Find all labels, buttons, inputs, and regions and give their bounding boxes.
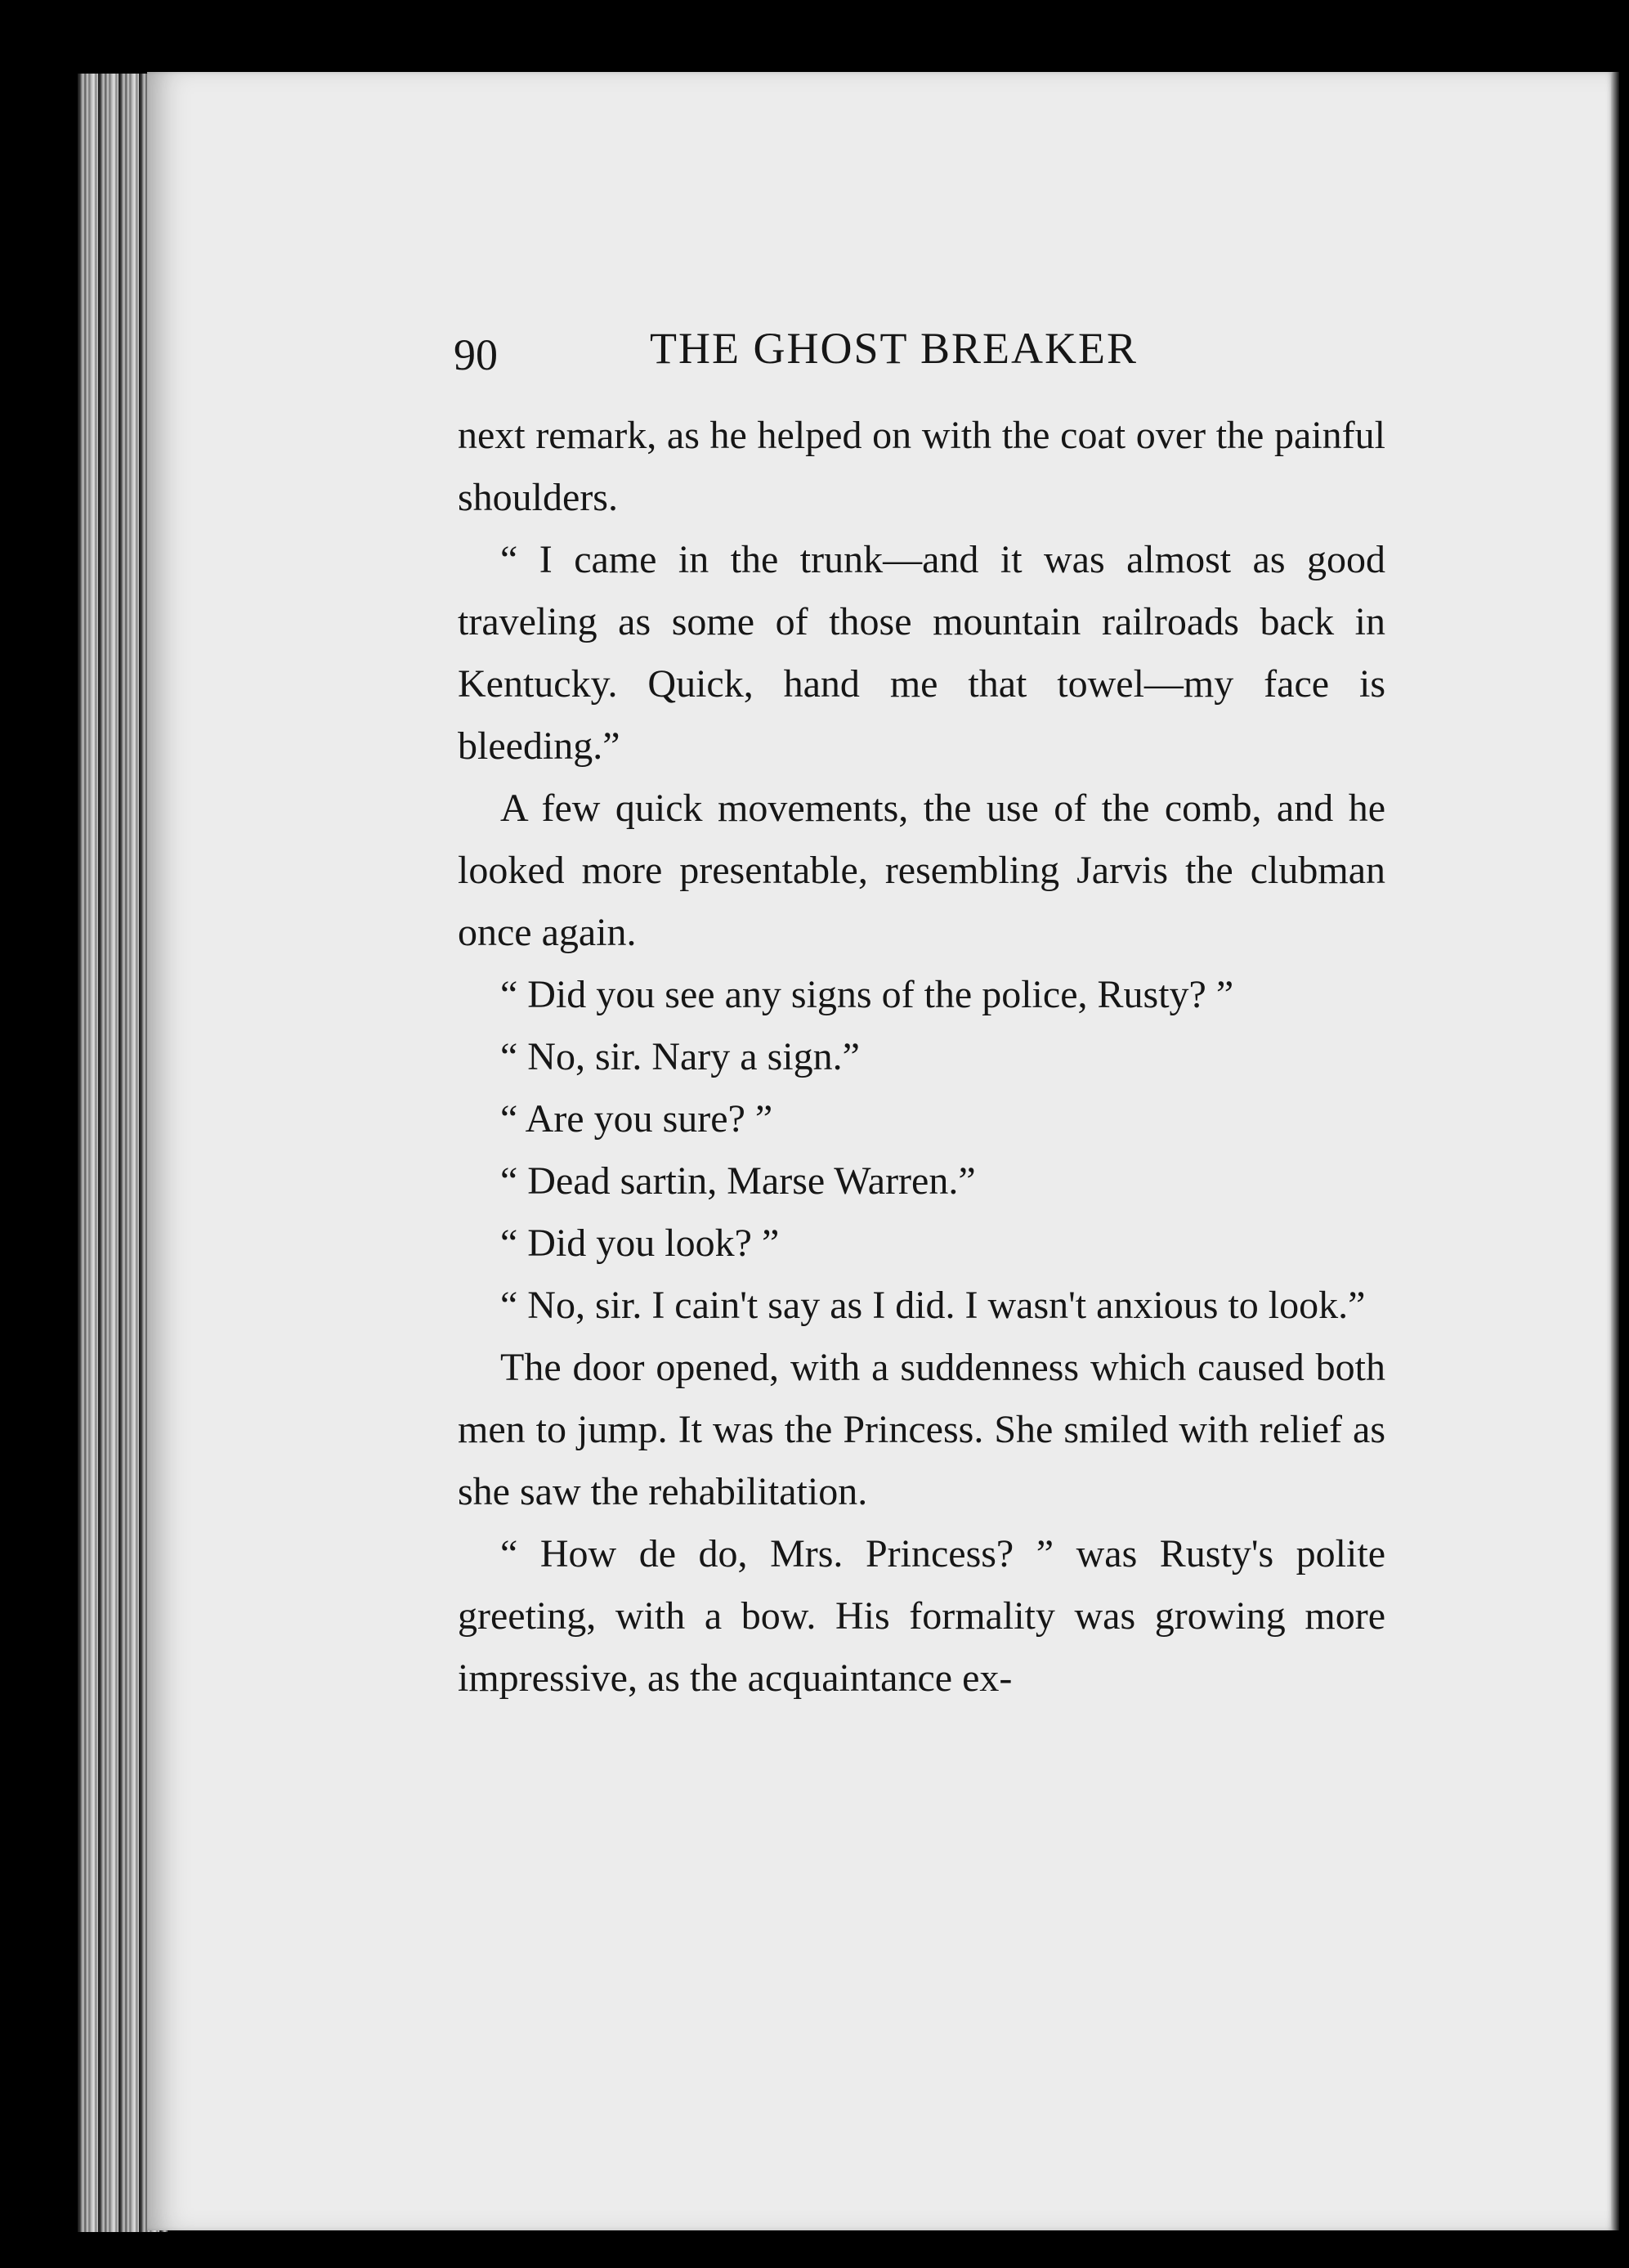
paragraph: “ Did you see any signs of the police, Rusty? ” [500, 973, 1234, 1016]
paragraph: “ No, sir. I cain't say as I did. I wasn't anxious to look.” [500, 1284, 1366, 1327]
running-head: THE GHOST BREAKER [650, 324, 1139, 373]
paragraph: “ Did you look? ” [500, 1221, 780, 1265]
paragraph: “ Are you sure? ” [500, 1097, 773, 1141]
page-right-edge [1611, 72, 1619, 2230]
paragraph: “ I came in the trunk—and it was almost as good traveling as some of those mountain railroads back in Kentucky. Quick, hand me that towel—my face is bleeding.” [458, 538, 1385, 768]
paragraph: “ No, sir. Nary a sign.” [500, 1035, 860, 1078]
page-header [454, 323, 1189, 380]
page-number: 90 [454, 330, 498, 379]
paragraph: “ How de do, Mrs. Princess? ” was Rusty's polite greeting, with a bow. His formality was growing more impressive, as the acquaintance ex- [458, 1532, 1385, 1700]
paragraph: next remark, as he helped on with the coat over the painful shoulders. [458, 414, 1385, 519]
paragraph: A few quick movements, the use of the comb, and he looked more presentable, resembling Jarvis the clubman once again. [458, 787, 1385, 954]
body-text [458, 405, 1385, 1710]
paragraph: “ Dead sartin, Marse Warren.” [500, 1159, 976, 1203]
paragraph: The door opened, with a suddenness which caused both men to jump. It was the Princess. She smiled with relief as she saw the rehabilitation. [458, 1346, 1385, 1513]
